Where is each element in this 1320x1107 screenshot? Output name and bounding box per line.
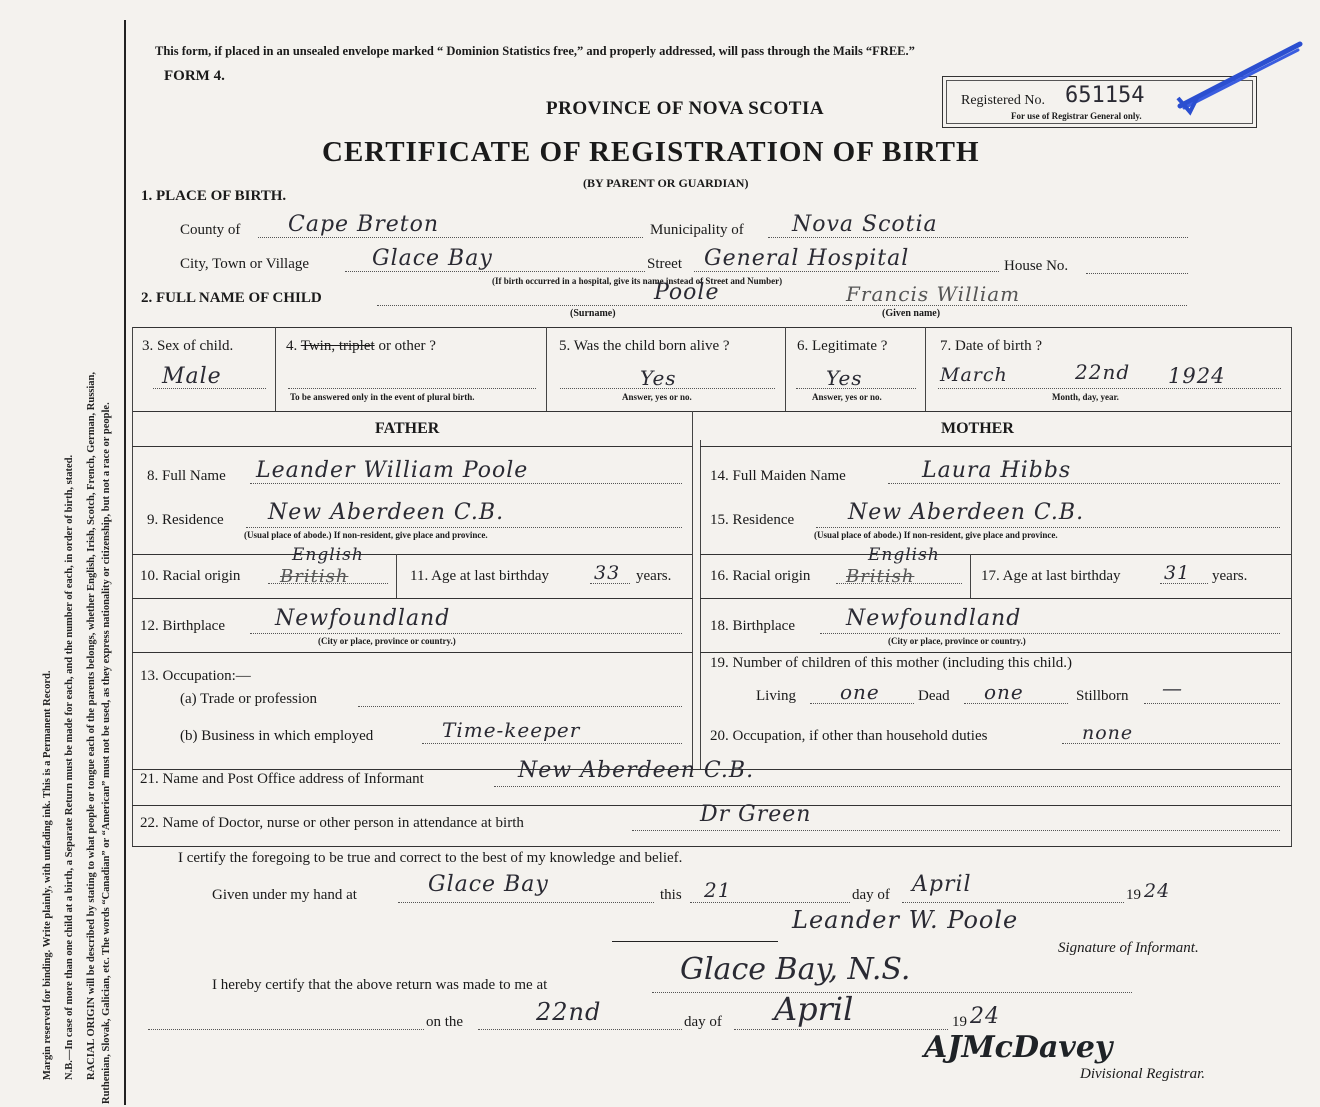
born-alive-note: Answer, yes or no. [622, 392, 692, 402]
legitimate-label: 6. Legitimate ? [797, 338, 888, 354]
margin-rule [124, 20, 126, 1105]
living-value: one [840, 680, 880, 704]
twin-note: To be answered only in the event of plural birth. [290, 392, 475, 402]
street-label: Street [647, 256, 682, 272]
business-label: (b) Business in which employed [180, 728, 374, 744]
province-heading: PROVINCE OF NOVA SCOTIA [546, 98, 825, 119]
city-label: City, Town or Village [180, 256, 310, 272]
child-name-label: 2. FULL NAME OF CHILD [141, 290, 322, 306]
certification-statement: I certify the foregoing to be true and correct to the best of my knowledge and belief. [178, 850, 683, 866]
given-month: April [912, 872, 972, 897]
given-place: Glace Bay [428, 872, 549, 897]
given-year-suffix: 24 [1144, 880, 1171, 902]
registrar-month: April [774, 990, 854, 1028]
dob-month: March [940, 364, 1008, 386]
father-heading: FATHER [375, 420, 440, 437]
mother-birthplace: Newfoundland [846, 606, 1022, 631]
father-race-struck: British [280, 566, 349, 587]
mother-race-label: 16. Racial origin [710, 568, 811, 584]
mother-birthplace-note: (City or place, province or country.) [888, 636, 1026, 646]
stillborn-value: — [1162, 676, 1183, 700]
mother-occupation-label: 20. Occupation, if other than household duties [710, 728, 988, 744]
registration-note: For use of Registrar General only. [1011, 111, 1142, 121]
this-label: this [660, 887, 682, 903]
father-name-label: 8. Full Name [147, 468, 226, 484]
mother-name-label: 14. Full Maiden Name [710, 468, 846, 484]
mother-age-years: years. [1212, 568, 1248, 584]
child-given-name: Francis William [846, 282, 1021, 306]
children-count-label: 19. Number of children of this mother (including this child.) [710, 655, 1073, 671]
registrar-signature-label: Divisional Registrar. [1080, 1066, 1206, 1082]
on-the-label: on the [426, 1014, 464, 1030]
father-race: English [292, 545, 364, 565]
mother-race-struck: British [846, 566, 915, 587]
given-year-prefix: 19 [1126, 887, 1141, 903]
dead-value: one [984, 680, 1024, 704]
street-value: General Hospital [704, 246, 910, 271]
county-label: County of [180, 222, 241, 238]
form-number: FORM 4. [164, 68, 225, 84]
county-value: Cape Breton [288, 212, 440, 237]
given-day: 21 [704, 878, 732, 902]
twin-label: 4. Twin, triplet or other ? [286, 338, 436, 354]
mother-race: English [868, 545, 940, 565]
municipality-value: Nova Scotia [792, 212, 938, 237]
doctor-value: Dr Green [700, 802, 812, 827]
registrar-day-of-label: day of [684, 1014, 722, 1030]
mother-heading: MOTHER [941, 420, 1014, 437]
date-of-birth-label: 7. Date of birth ? [940, 338, 1043, 354]
house-number-label: House No. [1004, 258, 1069, 274]
father-residence: New Aberdeen C.B. [268, 500, 505, 525]
informant-value: New Aberdeen C.B. [518, 758, 755, 783]
legitimate-value: Yes [826, 366, 863, 390]
blue-pen-mark [1170, 36, 1310, 126]
registration-number: 651154 [1065, 83, 1145, 108]
doctor-label: 22. Name of Doctor, nurse or other person in attendance at birth [140, 815, 524, 831]
municipality-label: Municipality of [650, 222, 744, 238]
margin-note-plural-birth: N.B.—In case of more than one child at a birth, a Separate Return must be made for each, and the number of each, in order of birth, stated. [64, 454, 75, 1080]
trade-label: (a) Trade or profession [180, 691, 318, 707]
child-surname: Poole [654, 280, 720, 305]
father-birthplace: Newfoundland [275, 606, 451, 631]
born-alive-label: 5. Was the child born alive ? [559, 338, 730, 354]
registrar-year-suffix: 24 [970, 1004, 1000, 1029]
father-business: Time-keeper [442, 718, 581, 742]
dead-label: Dead [918, 688, 950, 704]
informant-signature: Leander W. Poole [792, 906, 1019, 934]
sex-label: 3. Sex of child. [142, 338, 234, 354]
born-alive-value: Yes [640, 366, 677, 390]
mail-notice: This form, if placed in an unsealed envelope marked “ Dominion Statistics free,” and properly addressed, will pass through the Mails “FREE.” [155, 44, 915, 58]
mother-residence-label: 15. Residence [710, 512, 795, 528]
given-day-of-label: day of [852, 887, 890, 903]
given-name-caption: (Given name) [882, 308, 941, 319]
informant-label: 21. Name and Post Office address of Informant [140, 771, 424, 787]
mother-name: Laura Hibbs [922, 458, 1072, 483]
registrar-signature: AJMcDavey [924, 1030, 1113, 1065]
mother-residence: New Aberdeen C.B. [848, 500, 1085, 525]
certificate-title: CERTIFICATE OF REGISTRATION OF BIRTH [322, 136, 980, 168]
father-birthplace-label: 12. Birthplace [140, 618, 225, 634]
father-age-label: 11. Age at last birthday [410, 568, 549, 584]
registration-label: Registered No. [961, 93, 1045, 108]
registrar-statement: I hereby certify that the above return was made to me at [212, 977, 548, 993]
father-age-years: years. [636, 568, 672, 584]
mother-birthplace-label: 18. Birthplace [710, 618, 795, 634]
margin-note-racial-origin: RACIAL ORIGIN will be described by stating to what people or tongue each of the parents belongs, whether English, Irish, Scotch, French, German, Russian, [86, 371, 97, 1080]
father-race-label: 10. Racial origin [140, 568, 241, 584]
father-name: Leander William Poole [256, 458, 529, 483]
living-label: Living [756, 688, 796, 704]
father-residence-note: (Usual place of abode.) If non-resident, give place and province. [244, 530, 488, 540]
registrar-place: Glace Bay, N.S. [680, 952, 911, 987]
mother-occupation: none [1082, 722, 1134, 744]
father-birthplace-note: (City or place, province or country.) [318, 636, 456, 646]
dob-note: Month, day, year. [1052, 392, 1119, 402]
father-age: 33 [594, 562, 621, 584]
informant-signature-label: Signature of Informant. [1058, 940, 1199, 956]
stillborn-label: Stillborn [1076, 688, 1129, 704]
dob-year: 1924 [1168, 364, 1226, 388]
mother-residence-note: (Usual place of abode.) If non-resident, give place and province. [814, 530, 1058, 540]
mother-age: 31 [1164, 562, 1191, 584]
hospital-note: (If birth occurred in a hospital, give its name instead of Street and Number) [492, 276, 783, 286]
place-of-birth-heading: 1. PLACE OF BIRTH. [141, 188, 287, 204]
mother-age-label: 17. Age at last birthday [981, 568, 1121, 584]
dob-day: 22nd [1075, 360, 1131, 384]
registrar-year-prefix: 19 [952, 1014, 967, 1030]
registrar-day: 22nd [536, 998, 602, 1026]
surname-caption: (Surname) [570, 308, 616, 319]
certificate-subtitle: (BY PARENT OR GUARDIAN) [583, 176, 749, 190]
margin-note-binding: Margin reserved for binding. Write plainly, with unfading ink. This is a Permanent Record. [42, 670, 53, 1080]
father-residence-label: 9. Residence [147, 512, 224, 528]
given-under-label: Given under my hand at [212, 887, 357, 903]
city-value: Glace Bay [372, 246, 493, 271]
occupation-label: 13. Occupation:— [140, 668, 251, 684]
sex-value: Male [162, 364, 222, 389]
legitimate-note: Answer, yes or no. [812, 392, 882, 402]
margin-note-racial-origin-cont: Ruthenian, Slovak, Galician, etc. The words “Canadian” or “American” must not be used, as they express nationality or citizenship, but not a race or people. [101, 402, 112, 1104]
